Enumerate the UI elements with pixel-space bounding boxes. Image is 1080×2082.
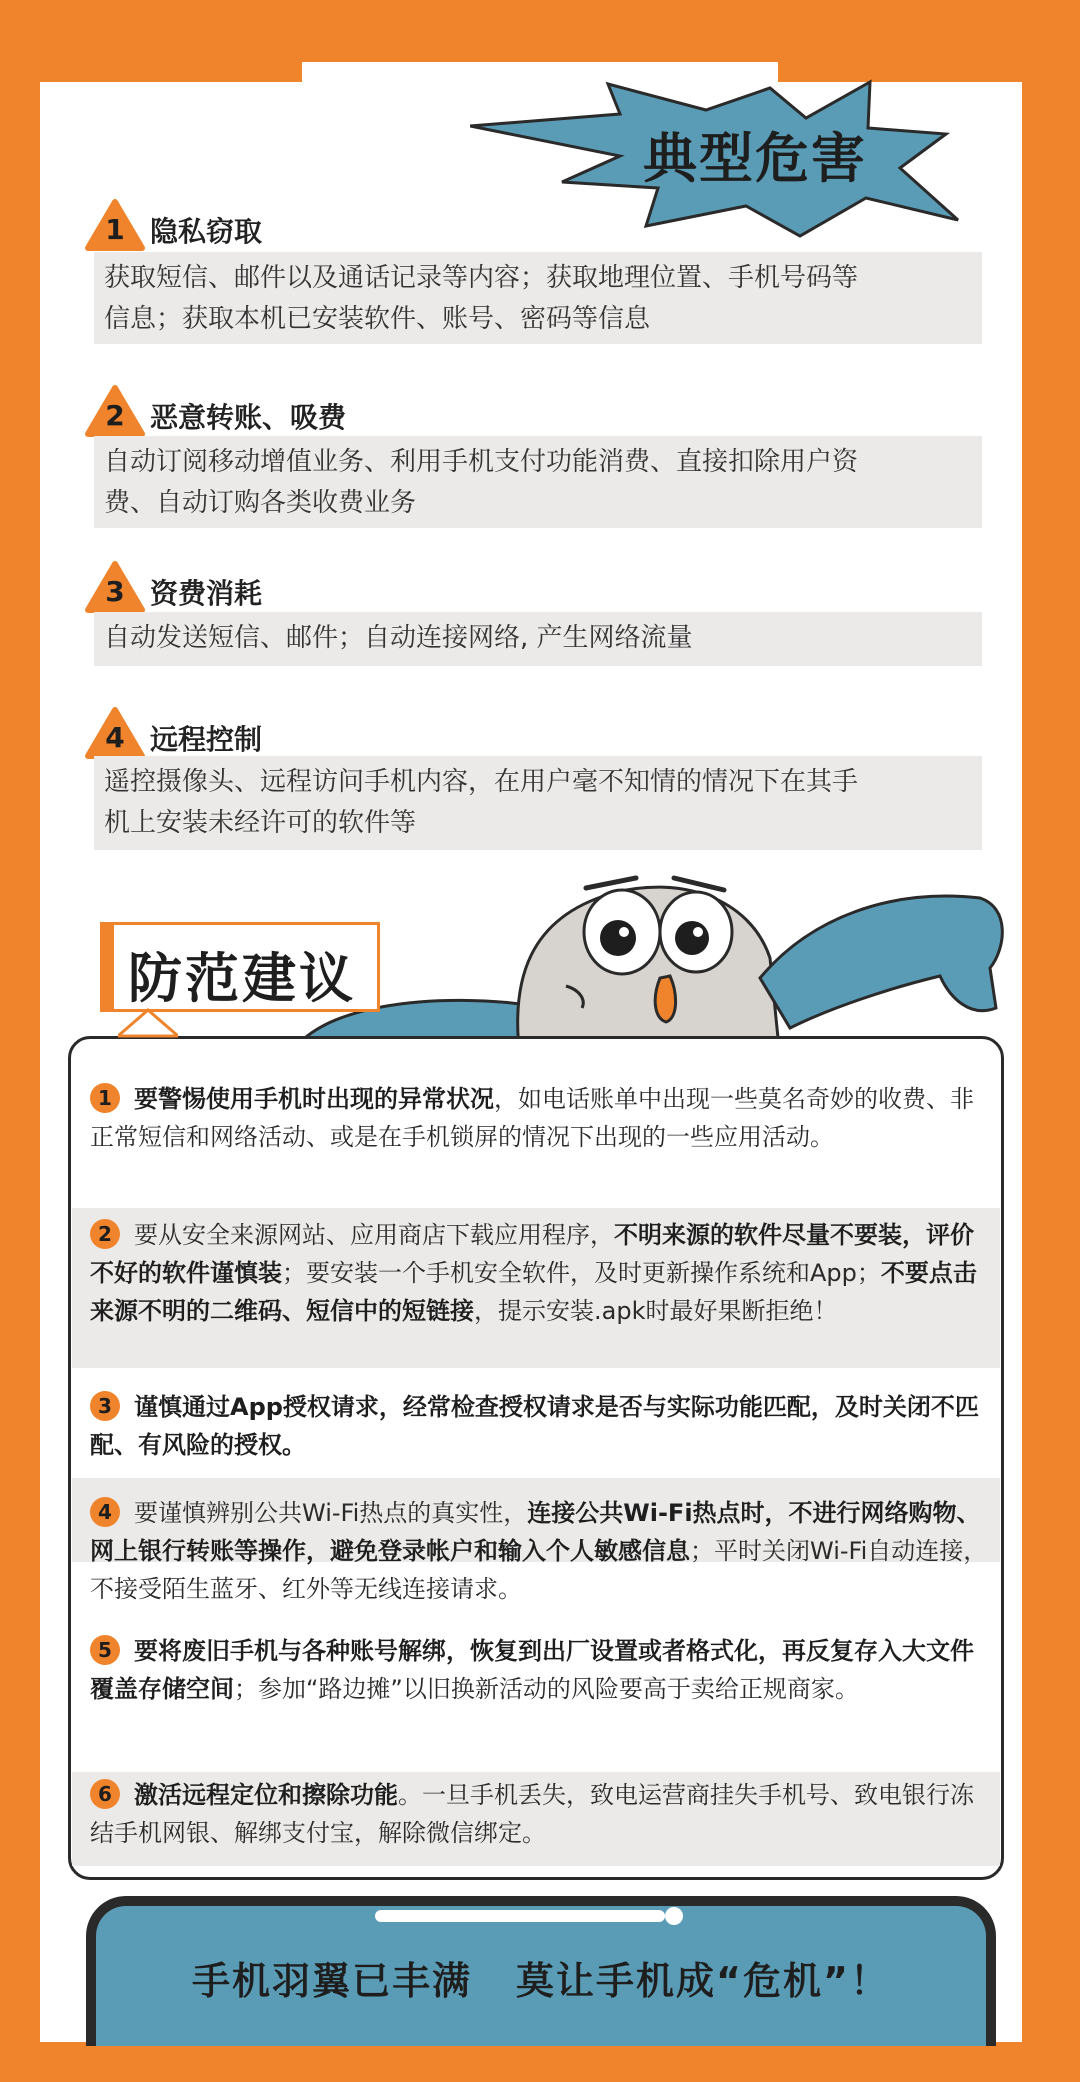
advice-number: 2	[90, 1219, 120, 1249]
mascot-icon	[290, 858, 1010, 1058]
hazard-line: 信息；获取本机已安装软件、账号、密码等信息	[104, 304, 651, 334]
phone-camera-icon	[665, 1907, 683, 1925]
advice-text: ；要安装一个手机安全软件，及时更新操作系统和App；	[282, 1259, 881, 1287]
advice-text: ，提示安装.apk时最好果断拒绝！	[474, 1297, 838, 1325]
advice-text: 要从安全来源网站、应用商店下载应用程序，	[134, 1221, 614, 1249]
hazard-line: 自动发送短信、邮件；自动连接网络, 产生网络流量	[104, 623, 693, 653]
advice-bold: 要警惕使用手机时出现的异常状况	[134, 1085, 494, 1113]
hazards-heading: 典型危害	[643, 127, 867, 190]
advice-text: ，如电话账单中出现一些莫名奇妙的收费、非正常短信和网络活动、或是在手机锁屏的情况下出现的一些应用活动。	[90, 1085, 974, 1151]
advice-number: 4	[90, 1497, 120, 1527]
advice-item	[90, 1494, 990, 1608]
advice-bold: 不明来源的软件尽量不要装，评价不好的软件谨慎装	[90, 1221, 974, 1287]
advice-bold: 连接公共Wi-Fi热点时，不进行网络购物、网上银行转账等操作，避免登录帐户和输入个人敏感信息	[90, 1499, 981, 1565]
hazard-line: 机上安装未经许可的软件等	[104, 808, 417, 838]
hazard-number: 2	[105, 399, 125, 432]
advice-item	[90, 1080, 990, 1156]
slogan	[86, 1950, 996, 2005]
hazard-number: 4	[105, 721, 125, 754]
advice-item	[90, 1388, 990, 1464]
hazard-number: 3	[105, 575, 125, 608]
advice-number: 5	[90, 1635, 120, 1665]
advice-bold: 要将废旧手机与各种账号解绑，恢复到出厂设置或者格式化，再反复存入大文件覆盖存储空间	[90, 1637, 974, 1703]
hazard-line: 获取短信、邮件以及通话记录等内容；获取地理位置、手机号码等	[104, 263, 859, 293]
hazard-description-box	[94, 252, 982, 344]
advice-bold: 谨慎通过App授权请求，经常检查授权请求是否与实际功能匹配，及时关闭不匹配、有风险的授权。	[90, 1393, 979, 1459]
hazard-number: 1	[105, 213, 125, 246]
hazard-description-box	[94, 436, 982, 528]
advice-text: ；平时关闭Wi-Fi自动连接，不接受陌生蓝牙、红外等无线连接请求。	[90, 1537, 988, 1603]
slogan-part1: 手机羽翼已丰满	[192, 1959, 473, 2003]
pointer-icon	[118, 1008, 178, 1048]
phone-speaker	[375, 1910, 665, 1922]
hazard-description-box	[94, 612, 982, 666]
advice-text: 。一旦手机丢失，致电运营商挂失手机号、致电银行冻结手机网银、解绑支付宝，解除微信绑定。	[90, 1781, 974, 1847]
advice-number: 1	[90, 1083, 120, 1113]
hazard-title: 远程控制	[150, 723, 263, 756]
advice-bold: 激活远程定位和擦除功能	[134, 1781, 398, 1809]
advice-item	[90, 1776, 990, 1852]
hazard-line: 遥控摄像头、远程访问手机内容，在用户毫不知情的情况下在其手	[104, 767, 859, 797]
slogan-part2: 莫让手机成“危机”！	[516, 1959, 890, 2003]
hazard-title: 隐私窃取	[150, 215, 263, 248]
advice-item	[90, 1632, 990, 1708]
hazard-line: 费、自动订购各类收费业务	[104, 488, 417, 518]
advice-heading: 防范建议	[128, 947, 356, 1010]
advice-text: 要谨慎辨别公共Wi-Fi热点的真实性，	[134, 1499, 528, 1527]
advice-number: 6	[90, 1779, 120, 1809]
advice-text: ；参加“路边摊”以旧换新活动的风险要高于卖给正规商家。	[234, 1675, 859, 1703]
hazard-title: 恶意转账、吸费	[150, 401, 347, 434]
advice-bold: 不要点击来源不明的二维码、短信中的短链接	[90, 1259, 977, 1325]
hazard-title: 资费消耗	[150, 577, 263, 610]
hazard-description-box	[94, 756, 982, 850]
advice-item	[90, 1216, 990, 1330]
advice-number: 3	[90, 1391, 120, 1421]
hazard-line: 自动订阅移动增值业务、利用手机支付功能消费、直接扣除用户资	[104, 447, 859, 477]
